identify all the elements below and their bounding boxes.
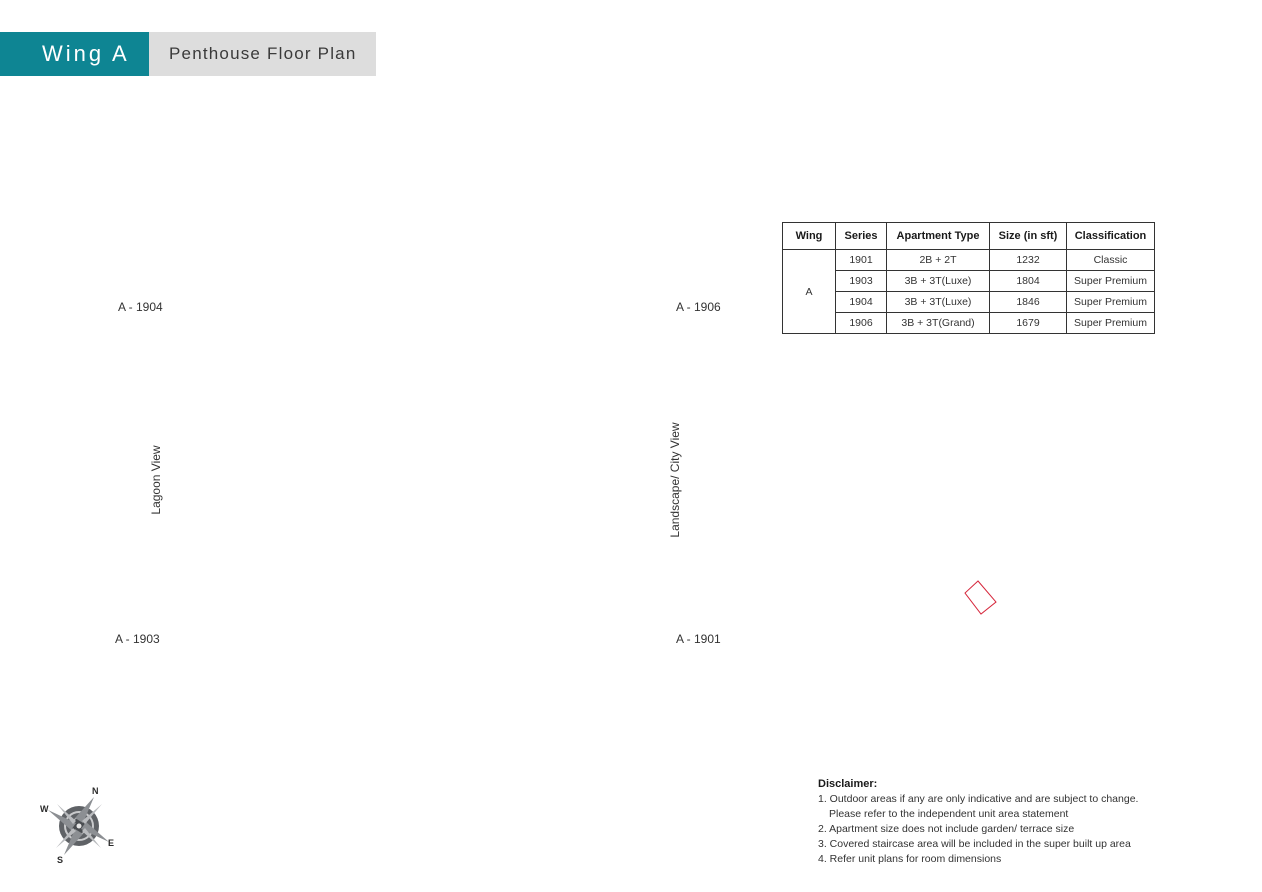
wing-cell: A [783,250,836,334]
col-header-wing: Wing [783,223,836,250]
size-cell: 1804 [990,271,1067,292]
classification-cell: Super Premium [1067,313,1155,334]
compass-n-label: N [92,786,99,796]
compass-w-label: W [40,804,49,814]
col-header-apartment-type: Apartment Type [887,223,990,250]
compass-e-label: E [108,838,115,848]
size-cell: 1846 [990,292,1067,313]
series-cell: 1906 [836,313,887,334]
compass-rose-graphic [48,797,109,855]
series-cell: 1903 [836,271,887,292]
unit-label-1901: A - 1901 [676,632,721,646]
size-cell: 1232 [990,250,1067,271]
classification-cell: Classic [1067,250,1155,271]
unit-label-1906: A - 1906 [676,300,721,314]
size-cell: 1679 [990,313,1067,334]
type-cell: 2B + 2T [887,250,990,271]
disclaimer [818,777,1238,867]
compass-rose-icon [36,782,126,868]
col-header-classification: Classification [1067,223,1155,250]
compass-s-label: S [57,855,64,865]
disclaimer-item-continued: Please refer to the independent unit area statement [829,808,1069,820]
unit-label-1903: A - 1903 [115,632,160,646]
series-cell: 1904 [836,292,887,313]
lagoon-view-label: Lagoon View [149,445,163,515]
disclaimer-item: 1. Outdoor areas if any are only indicative and are subject to change. [818,793,1139,805]
col-header-series: Series [836,223,887,250]
classification-cell: Super Premium [1067,292,1155,313]
type-cell: 3B + 3T(Luxe) [887,271,990,292]
page-title: Penthouse Floor Plan [149,32,376,76]
type-cell: 3B + 3T(Grand) [887,313,990,334]
type-cell: 3B + 3T(Luxe) [887,292,990,313]
key-plan-highlight [965,581,996,614]
wing-label: Wing A [0,32,149,76]
city-view-label: Landscape/ City View [668,422,682,538]
disclaimer-list [818,792,1238,867]
unit-label-1904: A - 1904 [118,300,163,314]
col-header-size: Size (in sft) [990,223,1067,250]
disclaimer-item: 3. Covered staircase area will be included in the super built up area [818,838,1131,850]
disclaimer-title: Disclaimer: [818,778,878,790]
classification-cell: Super Premium [1067,271,1155,292]
disclaimer-item: 4. Refer unit plans for room dimensions [818,853,1002,865]
disclaimer-item: 2. Apartment size does not include garden/ terrace size [818,823,1075,835]
series-cell: 1901 [836,250,887,271]
